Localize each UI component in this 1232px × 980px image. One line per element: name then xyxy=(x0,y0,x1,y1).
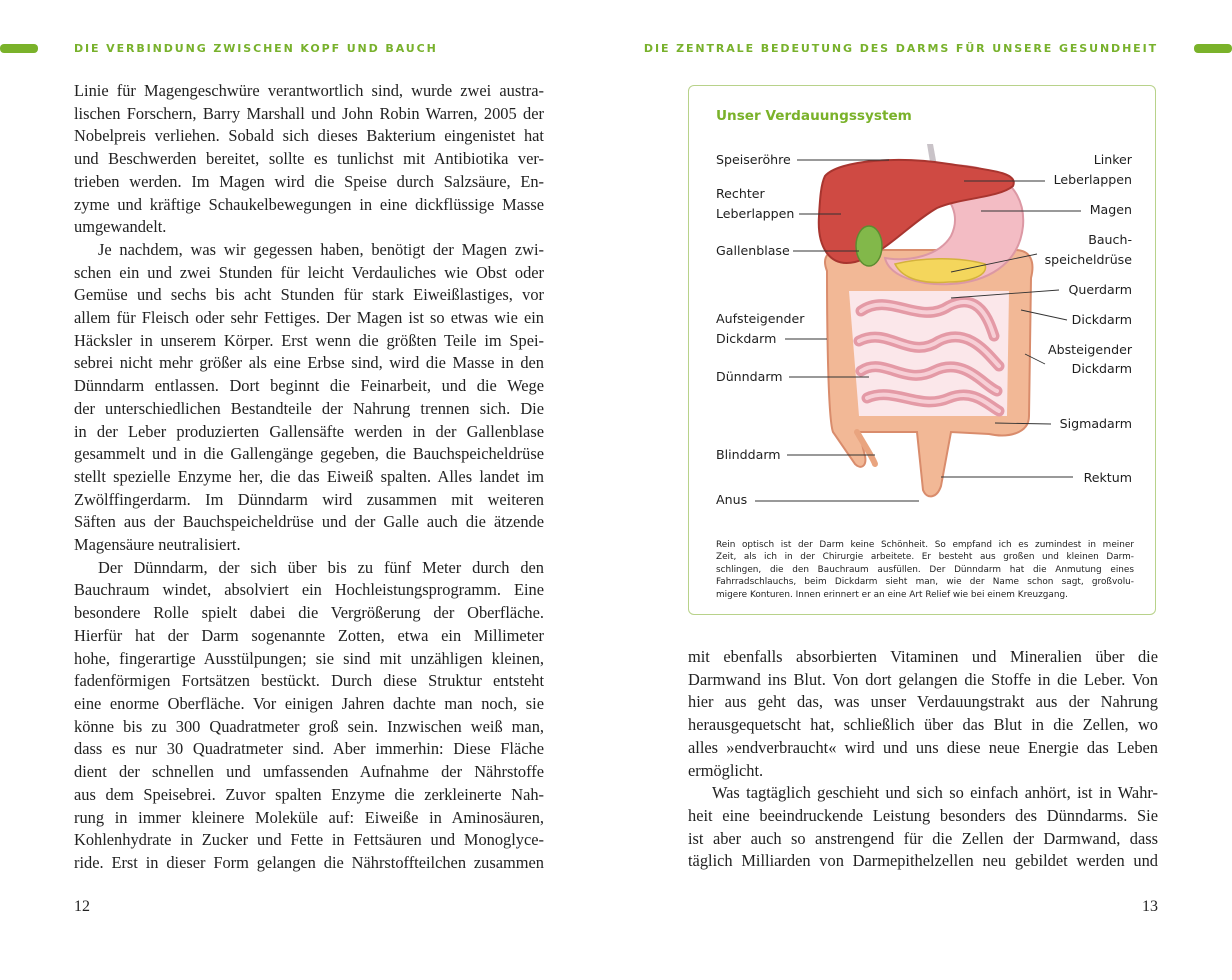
running-head-right: DIE ZENTRALE BEDEUTUNG DES DARMS FÜR UNSERE GESUNDHEIT xyxy=(643,42,1158,55)
label-rechter-leberlappen-2: Leberlappen xyxy=(716,206,795,221)
text-line: heit eine beeindruckende Leistung besonders des Dünndarms. Sie xyxy=(688,805,1158,825)
text-line: lischen Forschern, Barry Marshall und John Robin Warren, 2005 der xyxy=(74,103,544,123)
figure-title: Unser Verdauungssystem xyxy=(716,108,912,124)
caption-line: Rein optisch ist der Darm keine Schönheit. So empfand ich es zumindest in meiner xyxy=(716,540,1134,550)
text-line: hohe, fingerartige Ausstülpungen; sie sind mit unzähligen kleinen, xyxy=(74,648,544,668)
figure-digestive-system xyxy=(688,85,1156,615)
right-page-text xyxy=(688,646,1158,873)
text-line: dass es nur 30 Quadratmeter sind. Aber immerhin: Diese Fläche xyxy=(74,739,544,759)
text-line: könne bis zu 300 Quadratmeter groß sein. Inzwischen weiß man, xyxy=(74,716,544,736)
text-line: in der Leber produzierten Gallensäfte werden in der Gallenblase xyxy=(74,421,544,441)
caption-line: schlingen, die den Bauchraum ausfüllen. Der Dünndarm hat die Anmutung eines xyxy=(716,564,1134,575)
label-duenndarm: Dünndarm xyxy=(716,369,783,384)
text-line: aus dem Speisebrei. Zuvor spalten Enzyme die zerkleinerte Nah- xyxy=(74,784,544,804)
label-speiseroehre: Speiseröhre xyxy=(716,152,791,167)
figure-caption xyxy=(716,539,1134,601)
label-absteigender-dickdarm-1: Absteigender xyxy=(1048,342,1132,357)
text-line: ermöglicht. xyxy=(688,760,764,780)
text-line: sebrei nicht mehr größer als eine Erbse sind, wird die Masse in den xyxy=(74,353,544,373)
label-gallenblase: Gallenblase xyxy=(716,243,790,258)
text-line: Zwölffingerdarm. Im Dünndarm wird zusammen mit weiteren xyxy=(74,489,544,509)
text-line: Säften aus der Bauchspeicheldrüse und der Galle auch die ätzende xyxy=(74,512,544,532)
left-page-text xyxy=(74,80,544,875)
label-dickdarm: Dickdarm xyxy=(1071,312,1132,327)
text-line: mit ebenfalls absorbierten Vitaminen und Mineralien über die xyxy=(688,647,1158,666)
text-line: Magensäure neutralisiert. xyxy=(74,535,241,555)
text-line: Darmwand ins Blut. Von dort gelangen die Stoffe in die Leber. Von xyxy=(688,669,1158,689)
text-line: Der Dünndarm, der sich über bis zu fünf Meter durch den xyxy=(98,557,544,577)
label-bauchspeicheldruese-2: speicheldrüse xyxy=(1044,252,1132,267)
label-linker-leberlappen-2: Leberlappen xyxy=(1053,172,1132,187)
page-number-right: 13 xyxy=(1142,898,1158,915)
text-line: Je nachdem, was wir gegessen haben, benötigt der Magen zwi- xyxy=(98,239,544,259)
label-bauchspeicheldruese-1: Bauch- xyxy=(1088,232,1132,247)
text-line: täglich Milliarden von Darmepithelzellen neu gebildet werden und xyxy=(688,851,1158,871)
label-absteigender-dickdarm-2: Dickdarm xyxy=(1071,361,1132,376)
text-line: Gemüse und sechs bis acht Stunden für stark Eiweißlastiges, vor xyxy=(74,285,544,305)
text-line: ist aber auch so anstrengend für die Zellen der Darmwand, dass xyxy=(688,828,1158,848)
text-line: Häcksler in unserem Körper. Erst wenn die größten Teile im Spei- xyxy=(74,330,544,350)
text-line: herausgequetscht hat, schließlich über das Blut in die Zellen, wo xyxy=(688,715,1158,735)
text-line: der unterschiedlichen Bestandteile der Nahrung trennen sich. Die xyxy=(74,398,544,418)
text-line: dient der schnellen und umfassenden Aufnahme der Nährstoffe xyxy=(74,762,544,782)
caption-line: migere Konturen. Innen erinnert er an eine Art Relief wie bei einem Kreuzgang. xyxy=(716,589,1068,600)
text-line: umgewandelt. xyxy=(74,217,167,237)
text-line: Bauchraum windet, absolviert ein Hochleistungsprogramm. Eine xyxy=(74,580,544,600)
gallbladder-shape xyxy=(856,226,882,266)
text-line: ride. Erst in dieser Form gelangen die Nährstoffteilchen zusammen xyxy=(74,852,544,872)
label-anus: Anus xyxy=(716,492,748,507)
caption-line: Fahrradschlauchs, beim Dickdarm sieht man, wie der Name schon sagt, großvolu- xyxy=(716,577,1134,588)
label-magen: Magen xyxy=(1089,202,1132,217)
text-line: schen ein und zwei Stunden für leicht Verdauliches wie Obst oder xyxy=(74,262,544,282)
text-line: und Beschwerden bereitet, sollte es tunlichst mit Antibiotika ver- xyxy=(74,149,544,169)
label-aufsteigender-dickdarm-1: Aufsteigender xyxy=(716,311,805,326)
running-head-left: DIE VERBINDUNG ZWISCHEN KOPF UND BAUCH xyxy=(74,42,438,55)
label-querdarm: Querdarm xyxy=(1068,282,1132,297)
label-aufsteigender-dickdarm-2: Dickdarm xyxy=(716,331,777,346)
text-line: besondere Rolle spielt dabei die Vergrößerung der Oberfläche. xyxy=(74,603,544,623)
text-line: Kohlenhydrate in Zucker und Fette in Fettsäuren und Monoglyce- xyxy=(74,830,544,850)
label-rechter-leberlappen-1: Rechter xyxy=(716,186,765,201)
text-line: zyme und kräftige Schaukelbewegungen in eine dickflüssige Masse xyxy=(74,194,544,214)
text-line: Hierfür hat der Darm sogenannte Zotten, etwa ein Millimeter xyxy=(74,625,544,645)
text-line: Was tagtäglich geschieht und sich so einfach anhört, ist in Wahr- xyxy=(712,783,1158,803)
header-accent-bar-left xyxy=(0,44,38,53)
label-blinddarm: Blinddarm xyxy=(716,447,781,462)
header-accent-bar-right xyxy=(1194,44,1232,53)
text-line: Nobelpreis verliehen. Sobald sich dieses Bakterium eingenistet hat xyxy=(74,126,544,146)
text-line: alles »endverbraucht« wird und uns diese neue Energie das Leben xyxy=(688,737,1158,757)
text-line: stellt spezielle Enzyme her, die das Eiweiß spalten. Alles landet im xyxy=(74,466,544,486)
text-line: Linie für Magengeschwüre verantwortlich sind, wurde zwei austra- xyxy=(74,81,544,100)
page-number-left: 12 xyxy=(74,898,90,915)
label-rektum: Rektum xyxy=(1083,470,1132,485)
text-line: Dünndarm entlassen. Dort beginnt die Feinarbeit, und die Wege xyxy=(74,376,544,396)
text-line: eine enorme Oberfläche. Vor einigen Jahren dachte man noch, sie xyxy=(74,693,544,713)
text-line: fadenförmigen Fortsätzen bestückt. Durch diese Struktur entsteht xyxy=(74,671,544,691)
text-line: rung in immer kleinere Moleküle auf: Eiweiße in Aminosäuren, xyxy=(74,807,544,827)
caption-line: Zeit, als ich in der Chirurgie arbeitete. Er besteht aus großen und kleinen Darm- xyxy=(716,552,1134,563)
text-line: trieben werden. Im Magen wird die Speise durch Salzsäure, En- xyxy=(74,171,544,191)
label-linker-leberlappen-1: Linker xyxy=(1093,152,1132,167)
text-line: gesammelt und in die Gallengänge gegeben, die Bauchspeicheldrüse xyxy=(74,444,544,464)
label-sigmadarm: Sigmadarm xyxy=(1059,416,1132,431)
text-line: allem für Fleisch oder sehr Fettiges. Der Magen ist so etwas wie ein xyxy=(74,308,544,328)
text-line: hier aus geht das, was unser Verdauungstrakt aus der Nahrung xyxy=(688,692,1158,712)
